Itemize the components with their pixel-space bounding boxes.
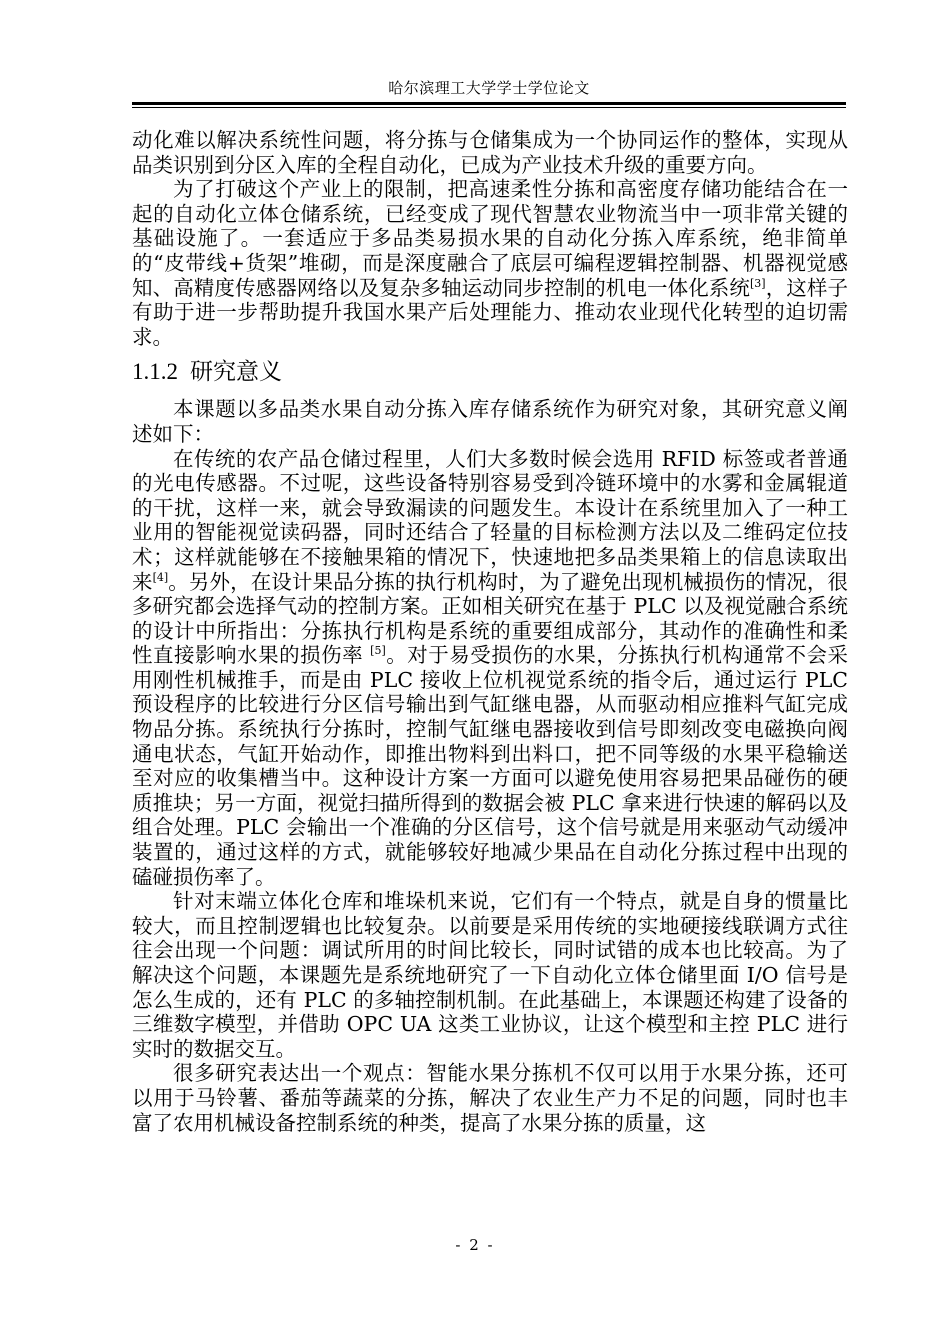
paragraph-4-part-c: 。对于易受损伤的水果，分拣执行机构通常不会采用刚性机械推手，而是由 PLC 接收上位机视觉系统的指令后，通过运行 PLC 预设程序的比较进行分区信号输出到气缸继电器，从而驱动相应推料气缸完成物品分拣。系统执行分拣时，控制气缸继电器接收到信号即刻改变电磁换向阀通电状态，气缸开始动作，即推出物料到出料口，把不同等级的水果平稳输送至对应的收集槽当中。这种设计方案一方面可以避免使用容易把果品碰伤的硬质推块；另一方面，视觉扫描所得到的数据会被 PLC 拿来进行快速的解码以及组合处理。PLC 会输出一个准确的分区信号，这个信号就是用来驱动气动缓冲装置的，通过这样的方式，就能够较好地减少果品在自动化分拣过程中出现的磕碰损伤率了。 [132, 643, 848, 889]
paragraph-2 [132, 177, 848, 349]
page-number: - 2 - [455, 1236, 495, 1254]
citation-3: [3] [750, 276, 766, 290]
section-title: 研究意义 [190, 359, 282, 386]
citation-5: [5] [370, 644, 386, 658]
paragraph-1: 动化难以解决系统性问题，将分拣与仓储集成为一个协同运作的整体，实现从品类识别到分区入库的全程自动化，已成为产业技术升级的重要方向。 [132, 128, 848, 177]
section-heading [132, 357, 848, 387]
paragraph-4-part-b: 。另外，在设计果品分拣的执行机构时，为了避免出现机械损伤的情况，很多研究都会选择气动的控制方案。正如相关研究在基于 PLC 以及视觉融合系统的设计中所指出：分拣执行机构是系统的重要组成部分，其动作的准确性和柔性直接影响水果的损伤率 [132, 569, 849, 668]
header-rule-thin [132, 107, 846, 108]
running-header: 哈尔滨理工大学学士学位论文 [388, 79, 590, 97]
paragraph-3: 本课题以多品类水果自动分拣入库存储系统作为研究对象，其研究意义阐述如下： [132, 397, 848, 446]
paragraph-4 [132, 447, 848, 890]
paragraph-6: 很多研究表达出一个观点：智能水果分拣机不仅可以用于水果分拣，还可以用于马铃薯、番茄等蔬菜的分拣，解决了农业生产力不足的问题，同时也丰富了农用机械设备控制系统的种类，提高了水果分拣的质量，这 [132, 1061, 848, 1135]
paragraph-2-tail: ，这样子有助于进一步帮助提升我国水果产后处理能力、推动农业现代化转型的迫切需求。 [132, 275, 849, 349]
paragraph-2-text: 为了打破这个产业上的限制，把高速柔性分拣和高密度存储功能结合在一起的自动化立体仓储系统，已经变成了现代智慧农业物流当中一项非常关键的基础设施了。一套适应于多品类易损水果的自动化分拣入库系统，绝非简单的“皮带线+货架”堆砌，而是深度融合了底层可编程逻辑控制器、机器视觉感知、高精度传感器网络以及复杂多轴运动同步控制的机电一体化系统 [132, 177, 848, 300]
section-number: 1.1.2 [132, 359, 178, 385]
paragraph-5: 针对末端立体化仓库和堆垛机来说，它们有一个特点，就是自身的惯量比较大，而且控制逻辑也比较复杂。以前要是采用传统的实地硬接线联调方式往往会出现一个问题：调试所用的时间比较长，同时试错的成本也比较高。为了解决这个问题，本课题先是系统地研究了一下自动化立体仓储里面 I/O 信号是怎么生成的，还有 PLC 的多轴控制机制。在此基础上，本课题还构建了设备的三维数字模型，并借助 OPC UA 这类工业协议，让这个模型和主控 PLC 进行实时的数据交互。 [132, 889, 848, 1061]
paragraph-4-part-a: 在传统的农产品仓储过程里，人们大多数时候会选用 RFID 标签或者普通的光电传感器。不过呢，这些设备特别容易受到冷链环境中的水雾和金属辊道的干扰，这样一来，就会导致漏读的问题发生。本设计在系统里加入了一种工业用的智能视觉读码器，同时还结合了轻量的目标检测方法以及二维码定位技术；这样就能够在不接触果箱的情况下，快速地把多品类果箱上的信息读取出来 [132, 446, 848, 594]
citation-4: [4] [152, 570, 169, 584]
header-rule [132, 102, 846, 105]
main-content [132, 128, 848, 1135]
